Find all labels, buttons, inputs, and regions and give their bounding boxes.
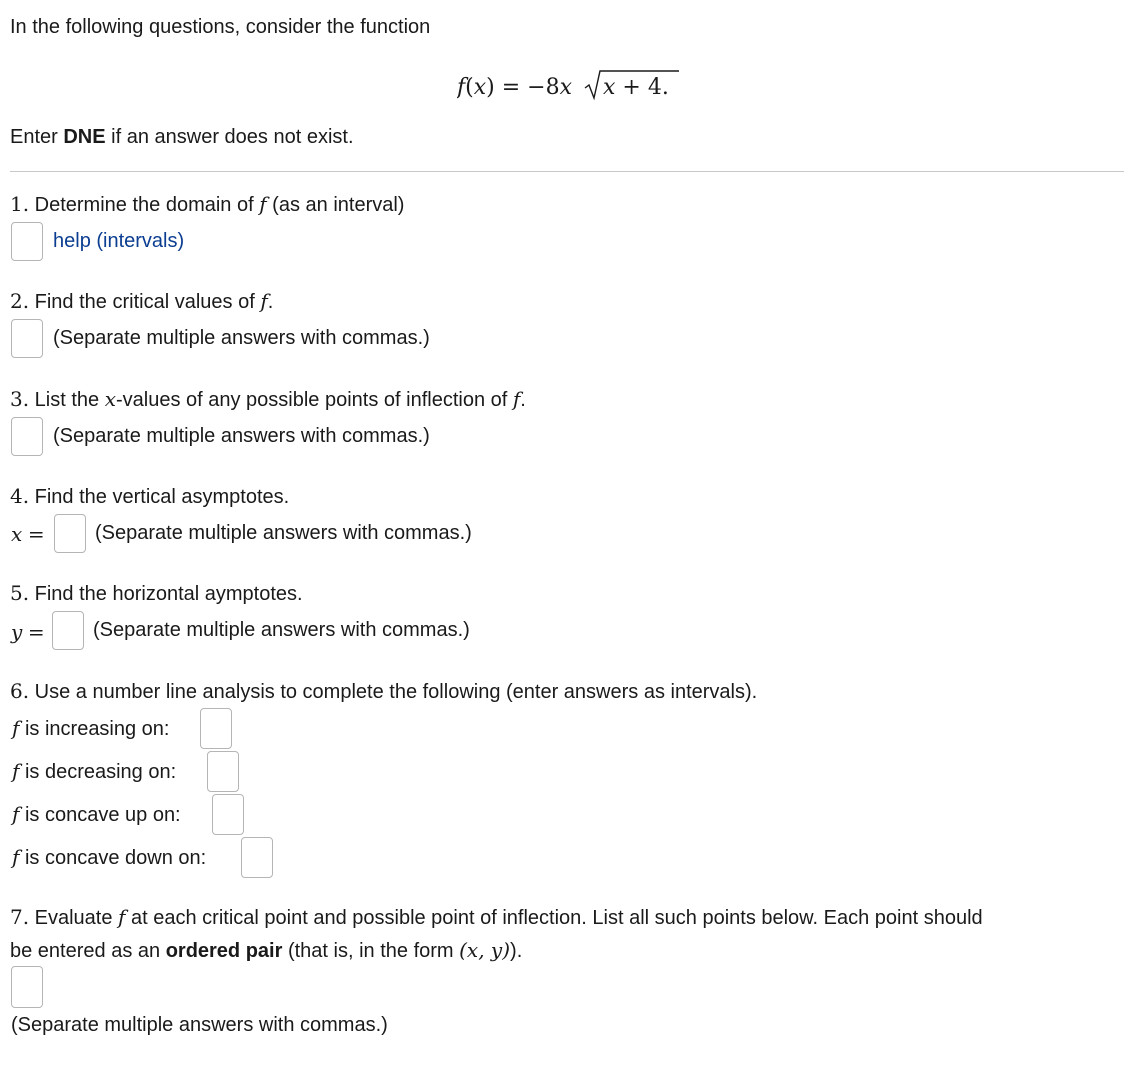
q3-f: f bbox=[512, 387, 521, 411]
q6-text: Use a number line analysis to complete the following (enter answers as intervals). bbox=[29, 681, 758, 703]
q7-text-a: Evaluate bbox=[29, 907, 119, 929]
q4-number: 4. bbox=[10, 484, 30, 508]
q4-eq: = bbox=[27, 522, 45, 546]
q7-answer-input[interactable] bbox=[11, 966, 43, 1008]
q6-row-label: is decreasing on: bbox=[19, 761, 177, 783]
q7-line2-b: (that is, in the form bbox=[282, 940, 460, 962]
q4-text: Find the vertical asymptotes. bbox=[29, 486, 290, 508]
q5-prompt bbox=[10, 581, 303, 606]
q5-var: y bbox=[11, 620, 23, 644]
q6-row-label: is increasing on: bbox=[19, 718, 170, 740]
concave-down-input[interactable] bbox=[241, 837, 273, 878]
q5-equation-label bbox=[11, 620, 45, 645]
q6-row-increasing bbox=[12, 716, 169, 741]
q7-ordered-pair: ordered pair bbox=[165, 940, 283, 962]
svg-text:f(x) = −8x: f(x) = −8x bbox=[457, 75, 573, 100]
q4-answer-input[interactable] bbox=[54, 514, 86, 553]
q1-text-a: Determine the domain of bbox=[29, 194, 260, 216]
q7-hint: (Separate multiple answers with commas.) bbox=[11, 1014, 388, 1036]
q6-row-f: f bbox=[12, 802, 20, 826]
q6-row-f: f bbox=[12, 845, 20, 869]
q3-x: x bbox=[104, 387, 116, 411]
q2-text-a: Find the critical values of bbox=[29, 291, 261, 313]
formula-svg bbox=[457, 68, 682, 104]
q3-hint: (Separate multiple answers with commas.) bbox=[53, 425, 430, 447]
intro-text: In the following questions, consider the function bbox=[10, 16, 431, 38]
concave-up-input[interactable] bbox=[212, 794, 244, 835]
q1-text-b: (as an interval) bbox=[266, 194, 405, 216]
q3-text-a: List the bbox=[29, 389, 105, 411]
svg-text:x + 4.: x + 4. bbox=[603, 75, 669, 100]
q1-number: 1. bbox=[10, 192, 30, 216]
q6-row-concave-up bbox=[12, 802, 181, 827]
function-formula bbox=[457, 68, 682, 110]
q1-prompt bbox=[10, 192, 404, 217]
q7-f: f bbox=[118, 905, 126, 929]
q2-f: f bbox=[260, 289, 268, 313]
q3-dot: . bbox=[520, 389, 526, 411]
q5-hint: (Separate multiple answers with commas.) bbox=[93, 619, 470, 641]
dne-post: if an answer does not exist. bbox=[105, 126, 354, 148]
help-intervals-link[interactable]: help (intervals) bbox=[53, 230, 185, 252]
q1-answer-input[interactable] bbox=[11, 222, 43, 261]
q7-number: 7. bbox=[10, 905, 30, 929]
q7-line2-c: ). bbox=[510, 940, 523, 962]
q6-row-concave-down bbox=[12, 845, 206, 870]
q4-prompt bbox=[10, 484, 289, 509]
q6-prompt bbox=[10, 679, 757, 704]
q7-text-b: at each critical point and possible point of inflection. List all such points below. Each point should bbox=[125, 907, 983, 929]
increasing-input[interactable] bbox=[200, 708, 232, 749]
dne-bold: DNE bbox=[63, 126, 106, 148]
q7-xy: (x, y) bbox=[459, 938, 511, 962]
q5-number: 5. bbox=[10, 581, 30, 605]
q3-text-b: -values of any possible points of inflection of bbox=[115, 389, 513, 411]
q4-equation-label bbox=[11, 522, 45, 547]
q6-row-label: is concave up on: bbox=[19, 804, 181, 826]
q4-hint: (Separate multiple answers with commas.) bbox=[95, 522, 472, 544]
q6-row-f: f bbox=[12, 716, 20, 740]
q2-number: 2. bbox=[10, 289, 30, 313]
q2-answer-input[interactable] bbox=[11, 319, 43, 358]
q4-var: x bbox=[11, 522, 23, 546]
dne-pre: Enter bbox=[10, 126, 64, 148]
q7-line2-a: be entered as an bbox=[10, 940, 166, 962]
q7-prompt-line1 bbox=[10, 905, 983, 930]
decreasing-input[interactable] bbox=[207, 751, 239, 792]
q7-prompt-line2 bbox=[10, 938, 522, 963]
q5-text: Find the horizontal aymptotes. bbox=[29, 583, 303, 605]
q6-number: 6. bbox=[10, 679, 30, 703]
q2-dot: . bbox=[267, 291, 274, 313]
q3-number: 3. bbox=[10, 387, 30, 411]
q6-row-label: is concave down on: bbox=[19, 847, 207, 869]
q3-answer-input[interactable] bbox=[11, 417, 43, 456]
q6-row-decreasing bbox=[12, 759, 176, 784]
q1-f: f bbox=[259, 192, 267, 216]
q3-prompt bbox=[10, 387, 526, 412]
divider bbox=[10, 171, 1124, 172]
q6-row-f: f bbox=[12, 759, 20, 783]
q5-answer-input[interactable] bbox=[52, 611, 84, 650]
q5-eq: = bbox=[27, 620, 45, 644]
q2-hint: (Separate multiple answers with commas.) bbox=[53, 327, 430, 349]
q2-prompt bbox=[10, 289, 273, 314]
dne-instruction bbox=[10, 126, 354, 149]
